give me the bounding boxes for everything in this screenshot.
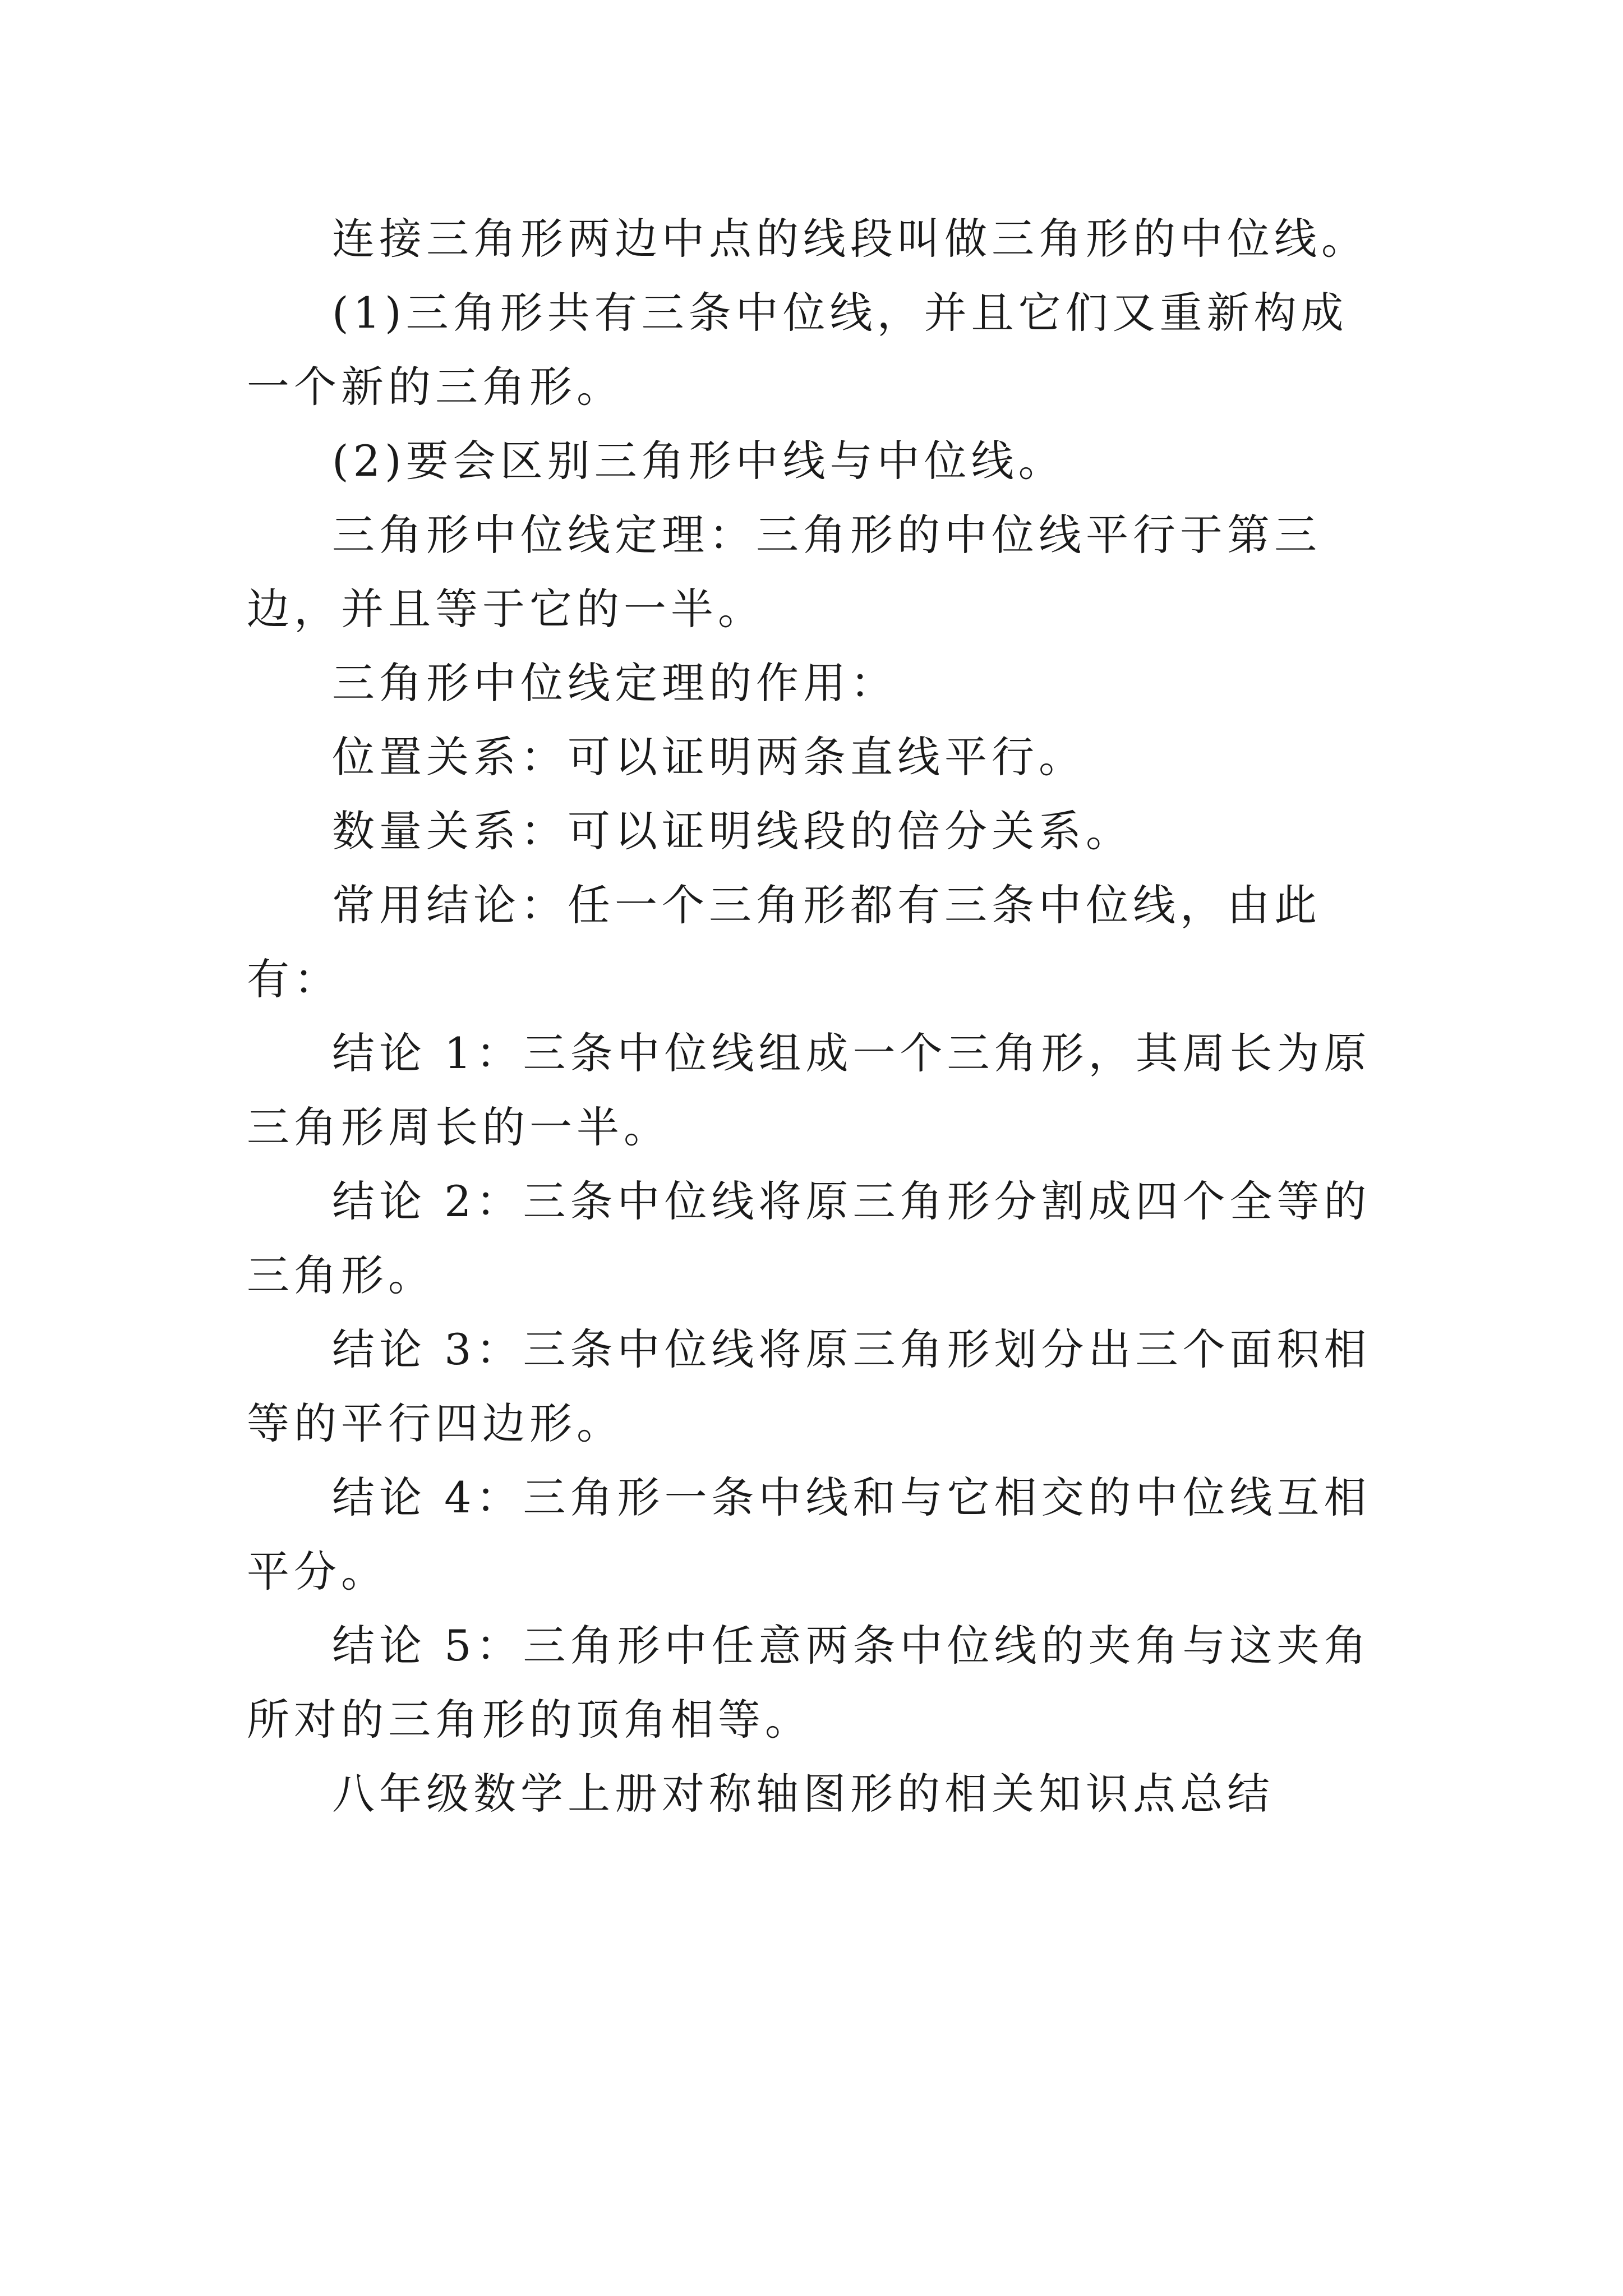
paragraph-midline-definition: 连接三角形两边中点的线段叫做三角形的中位线。 <box>332 214 1368 264</box>
paragraph-theorem-uses: 三角形中位线定理的作用： <box>332 658 897 708</box>
paragraph-conclusion-1: 结论 1：三条中位线组成一个三角形，其周长为原三角形周长的一半。 <box>247 1028 1371 1152</box>
paragraph-conclusion-5: 结论 5：三角形中任意两条中位线的夹角与这夹角所对的三角形的顶角相等。 <box>247 1621 1371 1745</box>
paragraph-position-relation: 位置关系：可以证明两条直线平行。 <box>332 732 1086 782</box>
paragraph-point-2: (2)要会区别三角形中线与中位线。 <box>332 436 1066 486</box>
paragraph-conclusion-2: 结论 2：三条中位线将原三角形分割成四个全等的三角形。 <box>247 1176 1371 1300</box>
paragraph-midline-theorem: 三角形中位线定理：三角形的中位线平行于第三边，并且等于它的一半。 <box>247 510 1321 634</box>
paragraph-conclusion-4: 结论 4：三角形一条中线和与它相交的中位线互相平分。 <box>247 1473 1371 1596</box>
document-body <box>247 202 1391 1831</box>
paragraph-point-1: (1)三角形共有三条中位线，并且它们又重新构成一个新的三角形。 <box>247 288 1348 412</box>
paragraph-common-conclusions: 常用结论：任一个三角形都有三条中位线，由此有： <box>247 880 1321 1004</box>
paragraph-conclusion-3: 结论 3：三条中位线将原三角形划分出三个面积相等的平行四边形。 <box>247 1324 1371 1448</box>
paragraph-quantity-relation: 数量关系：可以证明线段的倍分关系。 <box>332 806 1133 856</box>
paragraph-next-topic-heading: 八年级数学上册对称轴图形的相关知识点总结 <box>332 1769 1274 1819</box>
